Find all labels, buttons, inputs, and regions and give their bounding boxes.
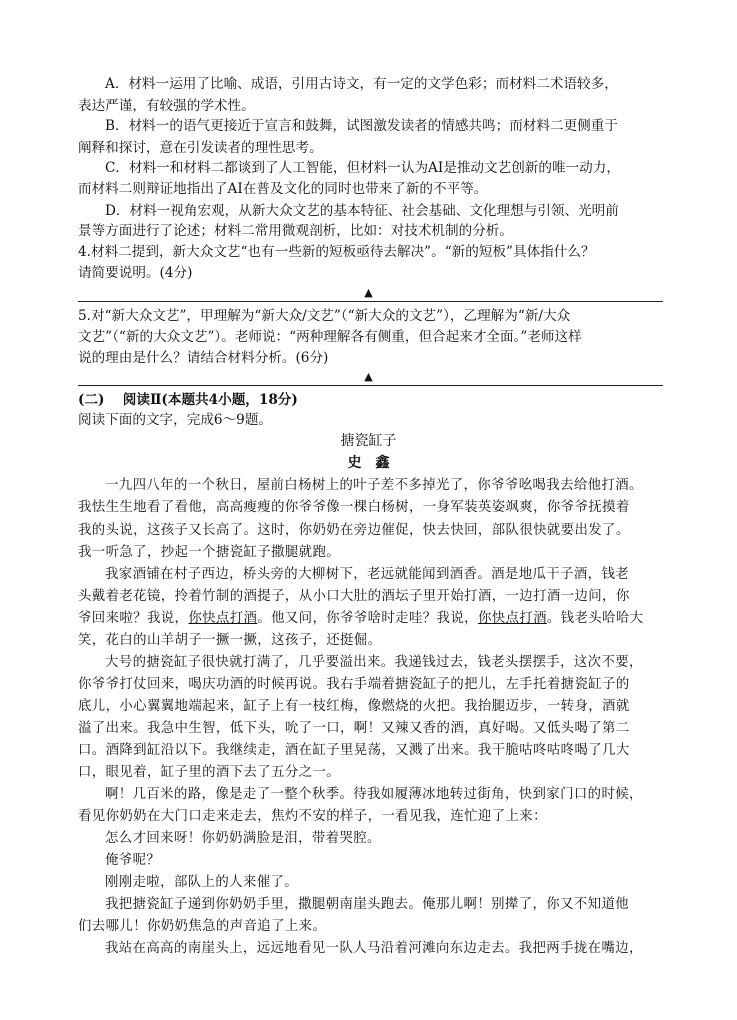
story-line: 口。酒降到缸沿以下。我继续走，酒在缸子里晃荡，又溅了出来。我干脆咕咚咕咚喝了几大 [78, 743, 630, 758]
story-line: 爷回来啦？我说，你快点打酒。他又问，你爷爷啥时走哇？我说，你快点打酒。钱老头哈哈大 [78, 611, 644, 626]
story-line: 笑，花白的山羊胡子一撅一撅，这孩子，还挺倔。 [78, 633, 382, 648]
underlined-phrase: 你快点打酒 [477, 611, 547, 626]
option-a-line1: A．材料一运用了比喻、成语，引用古诗文，有一定的文学色彩；而材料二术语较多， [105, 76, 618, 92]
section-heading: (二) 阅读Ⅱ(本题共4小题，18分) [78, 392, 298, 408]
story-line: 我一听急了，抄起一个搪瓷缸子撒腿就跑。 [78, 545, 341, 560]
section-instruction: 阅读下面的文字，完成6～9题。 [78, 412, 273, 428]
option-d-line2: 景等方面进行了论述；材料二常用微观剖析，比如：对技术机制的分析。 [78, 223, 513, 239]
option-b-line1: B．材料一的语气更接近于宣言和鼓舞，试图激发读者的情感共鸣；而材料二更侧重于 [105, 118, 618, 134]
story-line: 头戴着老花镜，拎着竹制的酒提子，从小口大肚的酒坛子里开始打酒，一边打酒一边问，你 [78, 589, 630, 604]
story-line: 底儿，小心翼翼地端起来，缸子上有一枝红梅，像燃烧的火把。我抬腿迈步，一转身，酒就 [78, 699, 630, 714]
story-line: 啊！几百米的路，像是走了一整个秋季。待我如履薄冰地转过街角，快到家门口的时候， [105, 787, 643, 802]
question-4-line2: 请简要说明。(4分) [78, 265, 193, 281]
story-line: 看见你奶奶在大门口走来走去，焦灼不安的样子，一看见我，连忙迎了上来： [78, 809, 547, 824]
story-line: 刚刚走啦，部队上的人来催了。 [105, 875, 299, 890]
answer-line-q5 [78, 385, 663, 386]
underlined-phrase: 你快点打酒 [188, 611, 258, 626]
story-line: 俺爷呢？ [105, 853, 161, 868]
question-4-line1: 4.材料二提到，新大众文艺“也有一些新的短板亟待去解决”。“新的短板”具体指什么？ [78, 244, 595, 260]
option-a-line2: 表达严谨，有较强的学术性。 [78, 98, 255, 114]
story-line: 我怯生生地看了看他，高高瘦瘦的你爷爷像一棵白杨树，一身军装英姿飒爽，你爷爷抚摸着 [78, 500, 630, 515]
option-c-line1: C．材料一和材料二都谈到了人工智能，但材料一认为AI是推动文艺创新的唯一动力， [105, 160, 620, 176]
story-line: 我家酒铺在村子西边，桥头旁的大柳树下，老远就能闻到酒香。酒是地瓜干子酒，钱老 [105, 567, 630, 582]
story-line: 溢了出来。我急中生智，低下头，吮了一口，啊！又辣又香的酒，真好喝。又低头喝了第二 [78, 721, 630, 736]
story-line: 我的头说，这孩子又长高了。这时，你奶奶在旁边催促，快去快回，部队很快就要出发了。 [78, 523, 630, 538]
question-5-line1: 5.对“新大众文艺”，甲理解为“新大众/文艺”（“新大众的文艺”），乙理解为“新/大众 [78, 308, 571, 324]
story-line: 口，眼见着，缸子里的酒下去了五分之一。 [78, 765, 341, 780]
story-line: 我站在高高的南崖头上，远远地看见一队人马沿着河滩向东边走去。我把两手拢在嘴边， [105, 941, 643, 956]
story-line: 一九四八年的一个秋日，屋前白杨树上的叶子差不多掉光了，你爷爷吆喝我去给他打酒。 [105, 478, 643, 493]
option-b-line2: 阐释和探讨，意在引发读者的理性思考。 [78, 140, 323, 156]
answer-marker-q5: ▲ [364, 370, 373, 383]
story-title: 搪瓷缸子 [340, 433, 397, 449]
question-5-line2: 文艺”（“新的大众文艺”）。老师说：“两种理解各有侧重，但合起来才全面。”老师这样 [78, 329, 582, 345]
answer-marker-q4: ▲ [364, 286, 373, 299]
story-line: 怎么才回来呀！你奶奶满脸是泪，带着哭腔。 [105, 831, 381, 846]
option-d-line1: D．材料一视角宏观，从新大众文艺的基本特征、社会基础、文化理想与引领、光明前 [105, 203, 619, 219]
story-line: 大号的搪瓷缸子很快就打满了，几乎要溢出来。我递钱过去，钱老头摆摆手，这次不要， [105, 655, 643, 670]
story-line: 们去哪儿！你奶奶焦急的声音追了上来。 [78, 919, 327, 934]
option-c-line2: 而材料二则辩证地指出了AI在普及文化的同时也带来了新的不平等。 [78, 181, 488, 197]
story-line: 你爷爷打仗回来，喝庆功酒的时候再说。我右手端着搪瓷缸子的把儿，左手托着搪瓷缸子的 [78, 677, 630, 692]
answer-line-q4 [78, 301, 663, 302]
question-5-line3: 说的理由是什么？请结合材料分析。(6分) [78, 350, 329, 366]
story-author: 史 鑫 [347, 455, 390, 471]
story-line: 我把搪瓷缸子递到你奶奶手里，撒腿朝南崖头跑去。俺那儿啊！别撵了，你又不知道他 [105, 897, 630, 912]
